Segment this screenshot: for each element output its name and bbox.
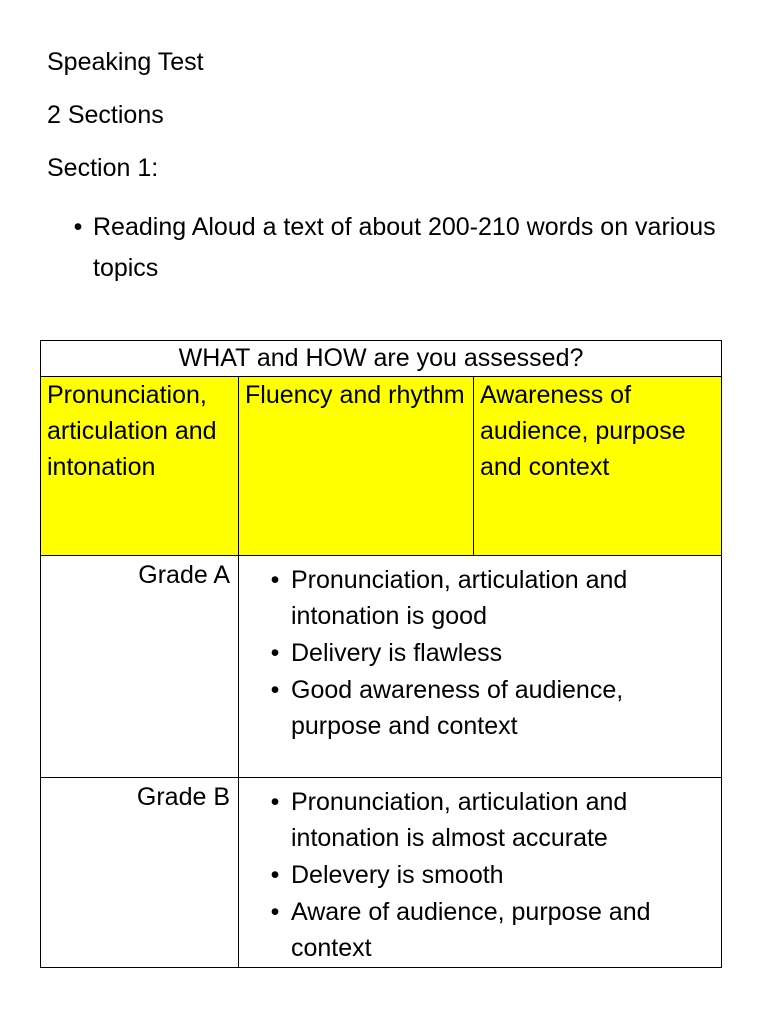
bullet-icon: • [270, 788, 280, 816]
grade-label: Grade B [41, 778, 239, 968]
bullet-icon: • [270, 898, 280, 926]
criterion-fluency: Fluency and rhythm [239, 377, 474, 556]
list-item [267, 635, 711, 671]
criterion-pronunciation: Pronunciation, articulation and intonation [41, 377, 239, 556]
grade-row [41, 556, 722, 778]
grade-description [239, 556, 722, 778]
list-item [267, 857, 711, 893]
table-title: WHAT and HOW are you assessed? [41, 341, 722, 377]
bullet-icon: • [270, 566, 280, 594]
grade-criteria-list [239, 778, 721, 966]
section-label: Section 1: [47, 154, 159, 182]
assessment-table [40, 340, 722, 968]
list-item-text: Delevery is smooth [291, 861, 504, 889]
table-title-row [41, 341, 722, 377]
list-item [267, 562, 711, 634]
list-item [267, 894, 711, 966]
grade-criteria-list [239, 556, 721, 744]
doc-title: Speaking Test [47, 48, 204, 76]
list-item-text: Aware of audience, purpose and context [291, 898, 651, 962]
bullet-icon: • [73, 213, 83, 241]
list-item-text: Pronunciation, articulation and intonation is good [291, 566, 628, 630]
bullet-icon: • [270, 676, 280, 704]
intro-bullet-item [68, 207, 728, 289]
sections-count: 2 Sections [47, 101, 164, 129]
list-item-text: Good awareness of audience, purpose and context [291, 676, 624, 740]
list-item [267, 672, 711, 744]
grade-description [239, 778, 722, 968]
intro-bullet-text: Reading Aloud a text of about 200-210 words on various topics [93, 213, 716, 282]
list-item-text: Delivery is flawless [291, 639, 503, 667]
bullet-icon: • [270, 639, 280, 667]
list-item-text: Pronunciation, articulation and intonation is almost accurate [291, 788, 628, 852]
grade-row [41, 778, 722, 968]
criteria-row [41, 377, 722, 556]
grade-label: Grade A [41, 556, 239, 778]
bullet-icon: • [270, 861, 280, 889]
list-item [267, 784, 711, 856]
criterion-awareness: Awareness of audience, purpose and context [474, 377, 722, 556]
